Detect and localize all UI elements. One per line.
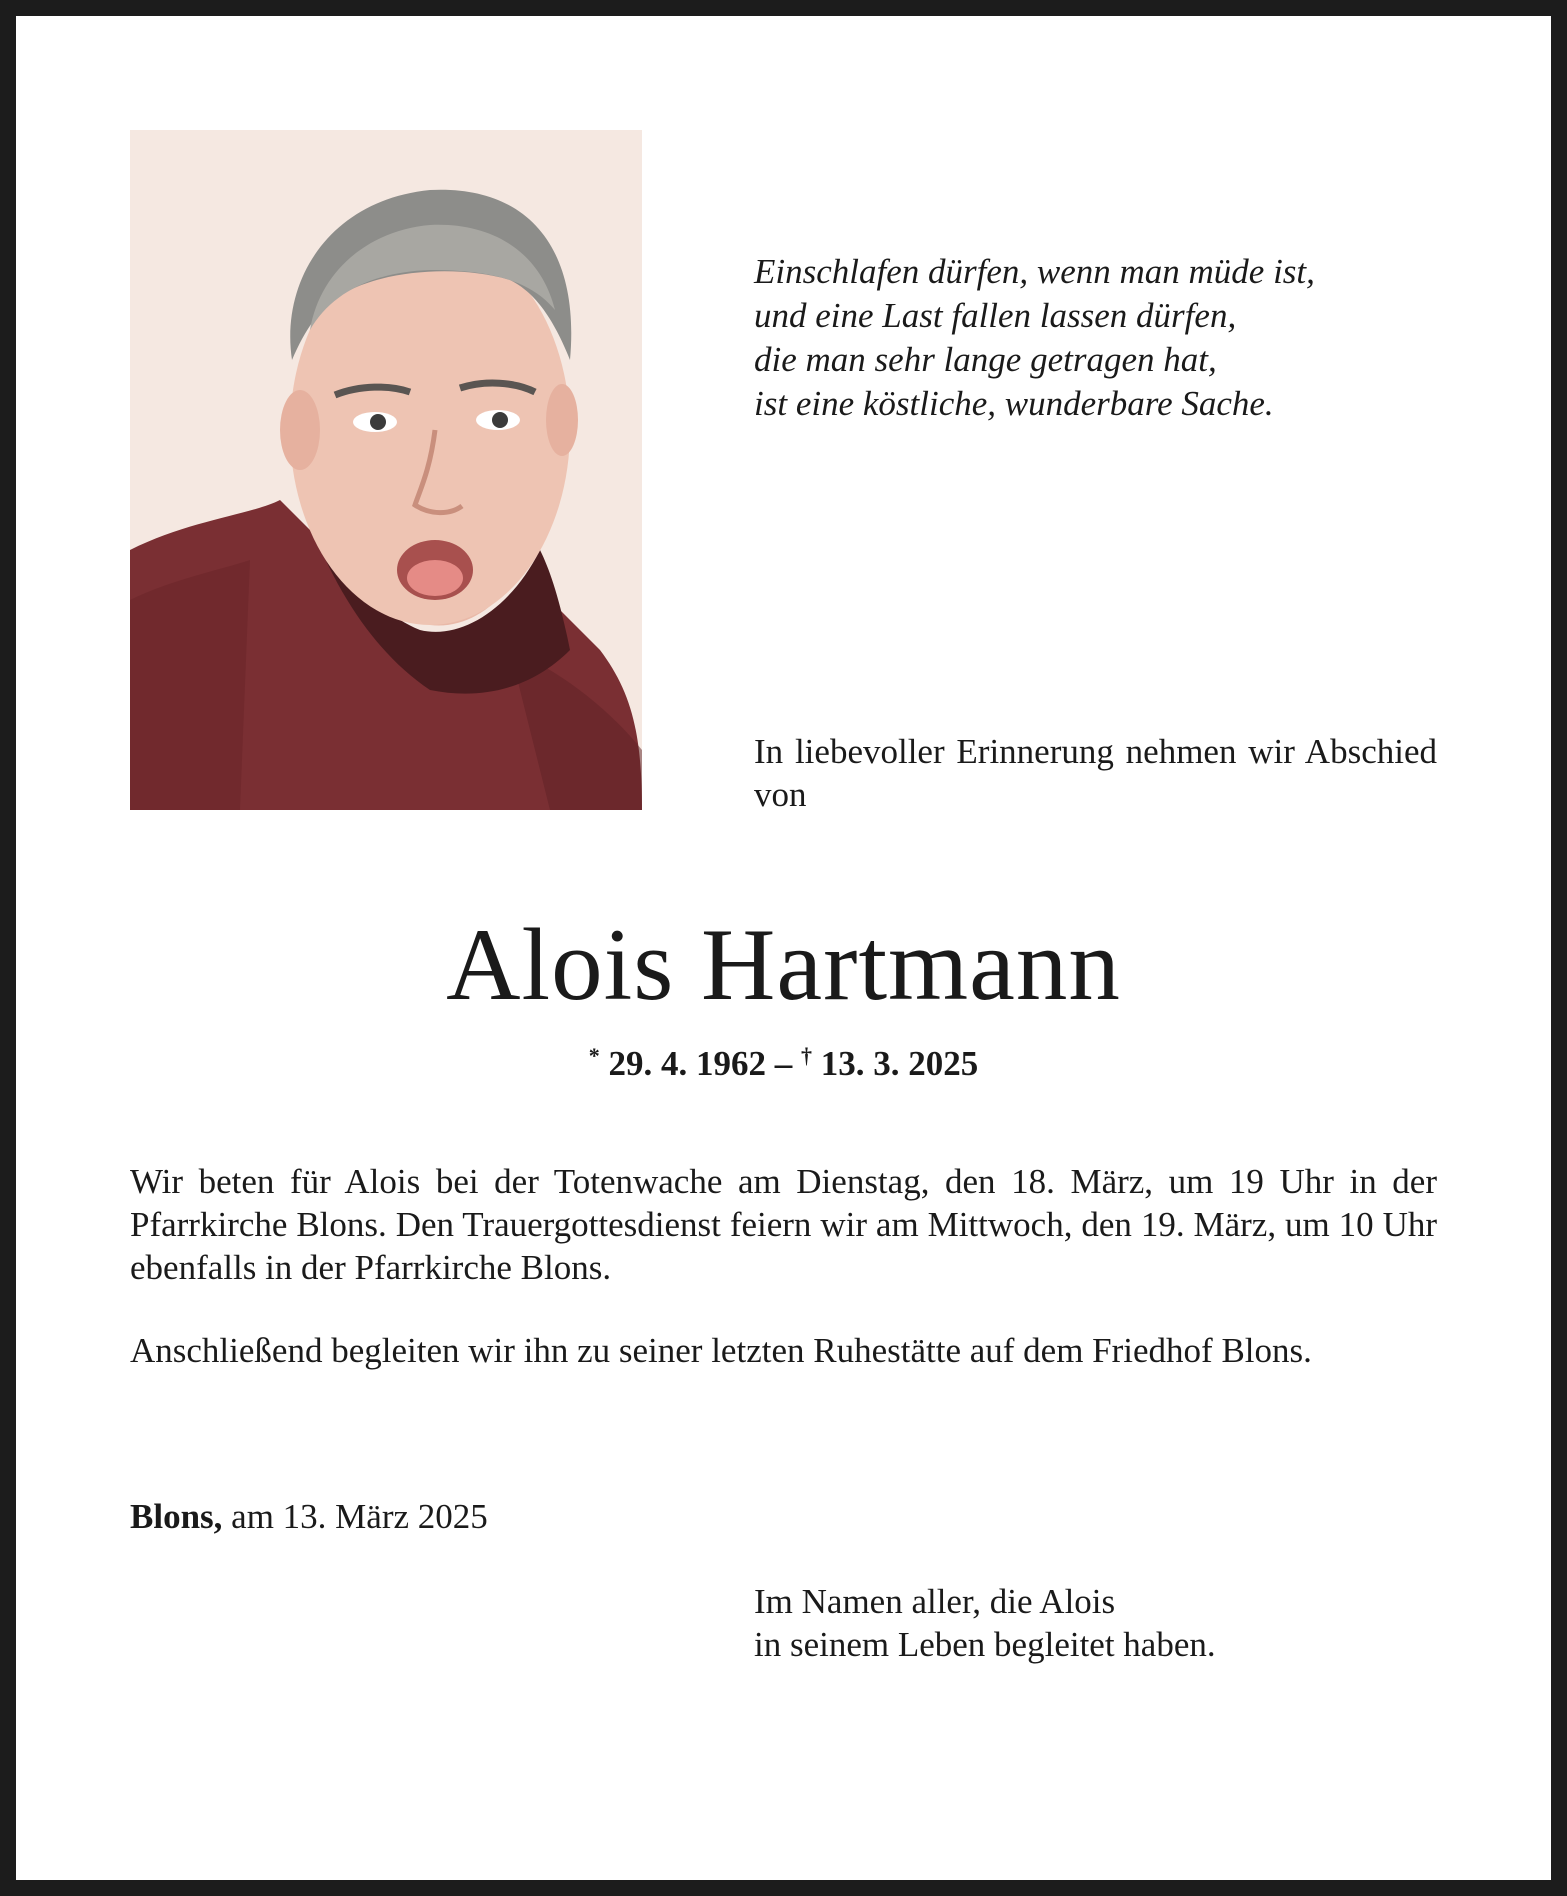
signoff-line: Im Namen aller, die Alois xyxy=(754,1582,1116,1621)
date-separator: – xyxy=(766,1044,801,1083)
death-symbol: † xyxy=(801,1043,812,1068)
poem-line: ist eine köstliche, wunderbare Sache. xyxy=(754,384,1274,423)
service-paragraph: Wir beten für Alois bei der Totenwache am Dienstag, den 18. März, um 19 Uhr in der Pfarrkirche Blons. Den Trauergottesdienst feiern wir am Mittwoch, den 19. März, um 10 Uhr ebenfalls in der Pfarrkirche Blons. xyxy=(130,1162,1437,1287)
service-details xyxy=(130,1160,1437,1412)
signoff-line: in seinem Leben begleitet haben. xyxy=(754,1625,1216,1664)
place: Blons, xyxy=(130,1497,223,1536)
burial-paragraph: Anschließend begleiten wir ihn zu seiner letzten Ruhestätte auf dem Friedhof Blons. xyxy=(130,1331,1312,1370)
poem xyxy=(754,250,1474,426)
poem-line: und eine Last fallen lassen dürfen, xyxy=(754,296,1237,335)
birth-date: 29. 4. 1962 xyxy=(608,1044,766,1083)
death-date: 13. 3. 2025 xyxy=(820,1044,979,1083)
life-dates xyxy=(0,1034,1567,1086)
signoff xyxy=(754,1580,1437,1666)
poem-line: die man sehr lange getragen hat, xyxy=(754,340,1217,379)
birth-symbol: * xyxy=(588,1043,600,1068)
deceased-name: Alois Hartmann xyxy=(446,908,1121,1022)
portrait-photo xyxy=(130,130,642,810)
date: am 13. März 2025 xyxy=(222,1497,488,1536)
place-date xyxy=(130,1495,488,1539)
poem-line: Einschlafen dürfen, wenn man müde ist, xyxy=(754,252,1315,291)
intro-text: In liebevoller Erinnerung nehmen wir Abschied von xyxy=(754,732,1437,814)
